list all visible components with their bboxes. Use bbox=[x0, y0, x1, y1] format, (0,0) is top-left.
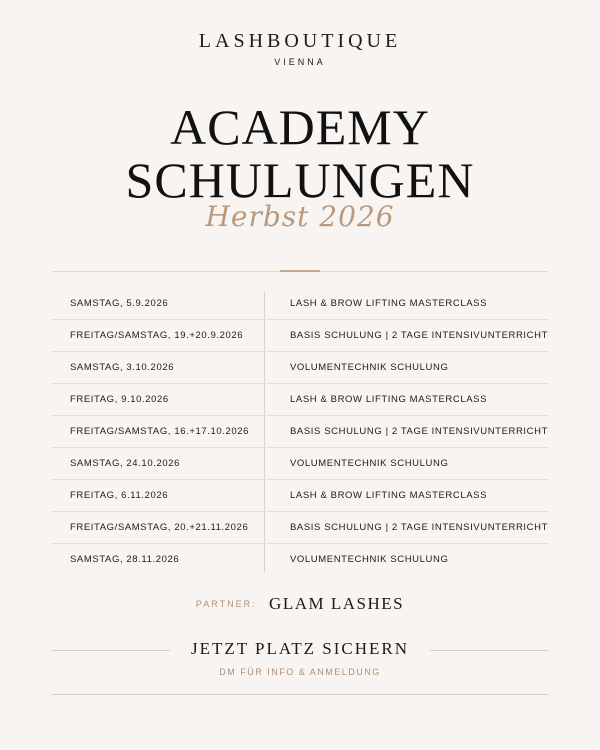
schedule-row bbox=[52, 288, 548, 320]
headline-line-2: SCHULUNGEN bbox=[125, 152, 475, 208]
partner-label: PARTNER: bbox=[195, 599, 257, 609]
schedule-date: SAMSTAG, 28.11.2026 bbox=[70, 554, 180, 565]
schedule-row bbox=[52, 480, 548, 512]
schedule-date: FREITAG/SAMSTAG, 20.+21.11.2026 bbox=[70, 522, 249, 533]
schedule-course: VOLUMENTECHNIK SCHULUNG bbox=[290, 362, 449, 373]
season-script: Herbst 2026 bbox=[205, 200, 395, 233]
accent-divider bbox=[280, 270, 320, 272]
schedule-row bbox=[52, 512, 548, 544]
schedule-course: VOLUMENTECHNIK SCHULUNG bbox=[290, 458, 449, 469]
schedule-course: BASIS SCHULUNG | 2 TAGE INTENSIVUNTERRICHT bbox=[290, 426, 548, 437]
schedule-course: LASH & BROW LIFTING MASTERCLASS bbox=[290, 394, 488, 405]
cta-subtitle: DM FÜR INFO & ANMELDUNG bbox=[219, 667, 381, 677]
schedule-date: SAMSTAG, 24.10.2026 bbox=[70, 458, 180, 469]
partner-name: GLAM LASHES bbox=[269, 594, 405, 613]
schedule-course: LASH & BROW LIFTING MASTERCLASS bbox=[290, 298, 488, 309]
schedule-date: SAMSTAG, 5.9.2026 bbox=[70, 298, 169, 309]
schedule-row bbox=[52, 320, 548, 352]
schedule-date: FREITAG/SAMSTAG, 16.+17.10.2026 bbox=[70, 426, 250, 437]
schedule-row bbox=[52, 352, 548, 384]
schedule-date: FREITAG/SAMSTAG, 19.+20.9.2026 bbox=[70, 330, 244, 341]
schedule-course: BASIS SCHULUNG | 2 TAGE INTENSIVUNTERRICHT bbox=[290, 330, 548, 341]
schedule-row bbox=[52, 448, 548, 480]
bottom-divider bbox=[52, 694, 548, 695]
schedule-course: VOLUMENTECHNIK SCHULUNG bbox=[290, 554, 449, 565]
partner-block bbox=[0, 594, 600, 614]
brand-name: LASHBOUTIQUE bbox=[198, 30, 402, 52]
schedule-row bbox=[52, 544, 548, 575]
headline-line-1: ACADEMY bbox=[170, 99, 430, 155]
schedule-table bbox=[52, 288, 548, 575]
schedule-date: SAMSTAG, 3.10.2026 bbox=[70, 362, 175, 373]
cta-title: JETZT PLATZ SICHERN bbox=[190, 639, 410, 658]
schedule-date: FREITAG, 9.10.2026 bbox=[70, 394, 169, 405]
schedule-course: LASH & BROW LIFTING MASTERCLASS bbox=[290, 490, 488, 501]
schedule-date: FREITAG, 6.11.2026 bbox=[70, 490, 169, 501]
brand-location: VIENNA bbox=[274, 57, 326, 67]
schedule-row bbox=[52, 384, 548, 416]
schedule-row bbox=[52, 416, 548, 448]
schedule-course: BASIS SCHULUNG | 2 TAGE INTENSIVUNTERRICHT bbox=[290, 522, 548, 533]
